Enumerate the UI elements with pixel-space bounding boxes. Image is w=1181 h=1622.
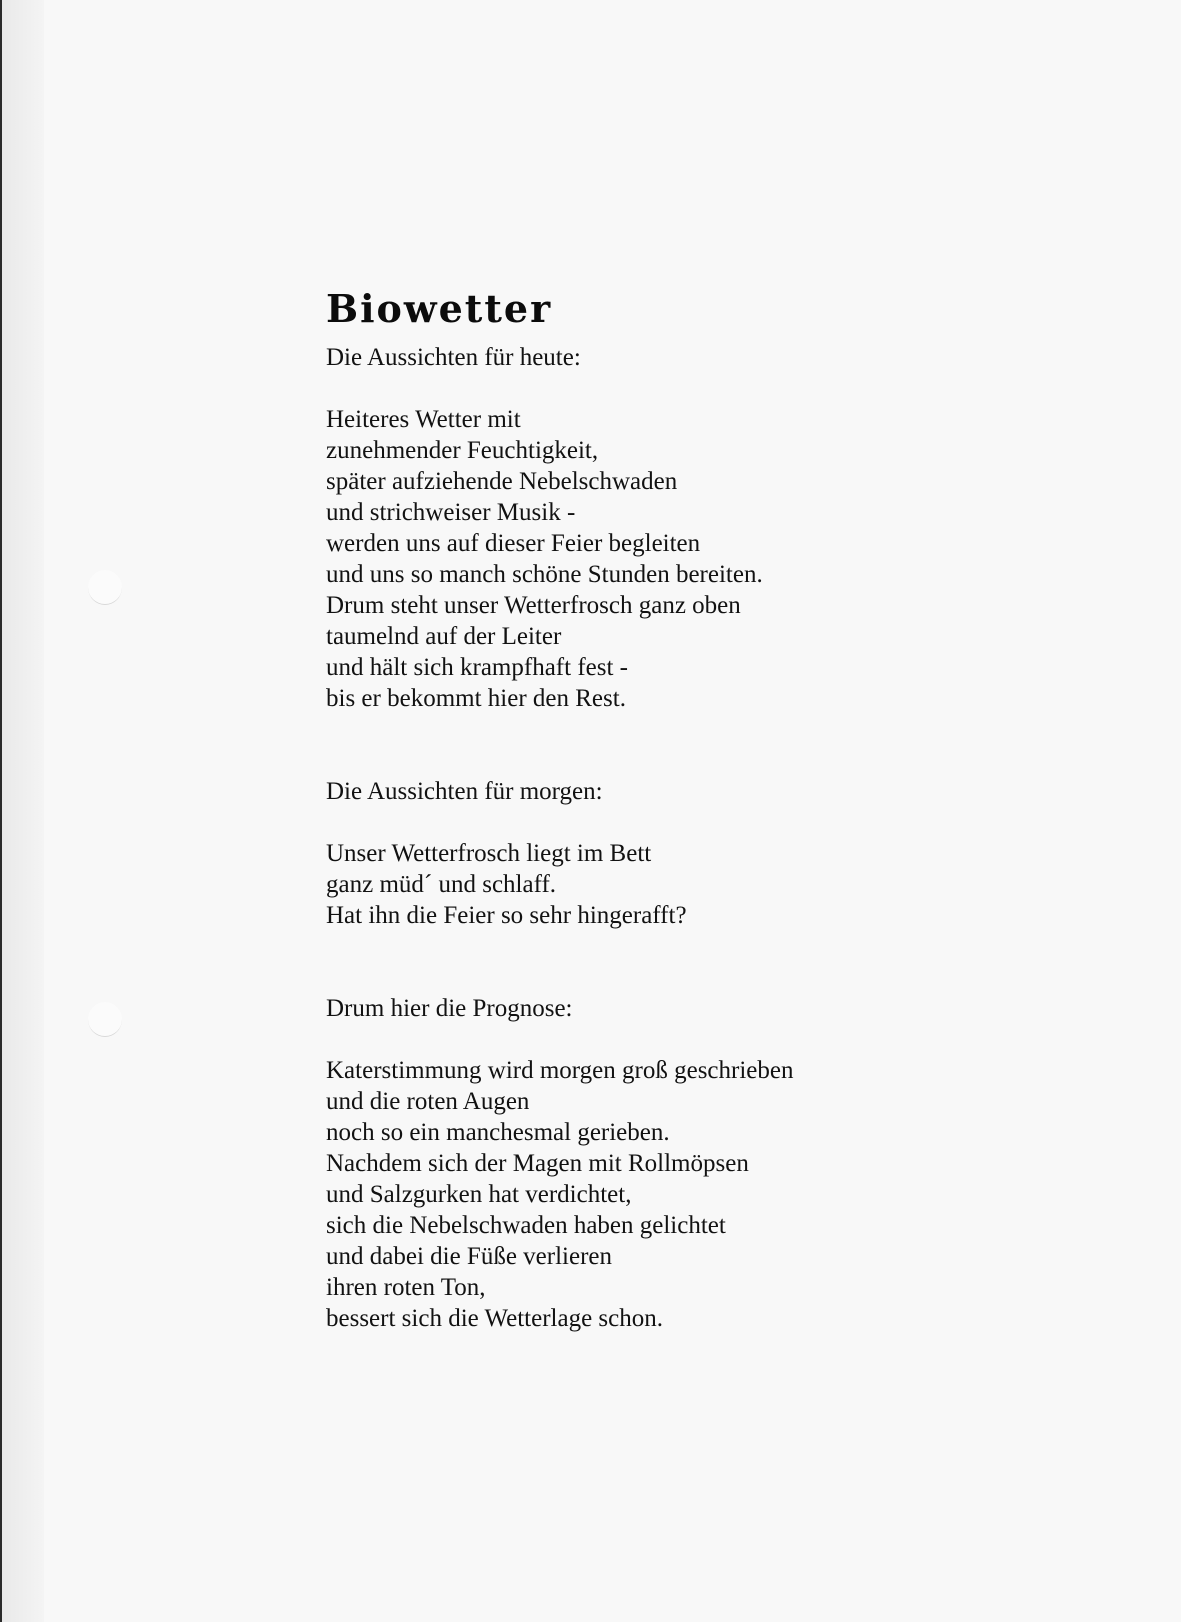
- poem-line: und die roten Augen: [326, 1088, 530, 1115]
- stanza: [326, 838, 1106, 931]
- section-heading: Die Aussichten für morgen:: [326, 778, 603, 805]
- stanza: [326, 404, 1106, 714]
- poem-line: Nachdem sich der Magen mit Rollmöpsen: [326, 1150, 749, 1177]
- poem-line: Hat ihn die Feier so sehr hingerafft?: [326, 902, 687, 929]
- poem-line: und uns so manch schöne Stunden bereiten.: [326, 561, 763, 588]
- poem-line: ganz müd´ und schlaff.: [326, 871, 557, 898]
- poem-line: sich die Nebelschwaden haben gelichtet: [326, 1212, 726, 1239]
- poem-line: werden uns auf dieser Feier begleiten: [326, 530, 701, 557]
- poem-line: taumelnd auf der Leiter: [326, 623, 562, 650]
- punch-hole-bottom: [88, 1002, 122, 1037]
- poem-line: Heiteres Wetter mit: [326, 406, 521, 433]
- section-heading: Drum hier die Prognose:: [326, 995, 573, 1022]
- poem-line: zunehmender Feuchtigkeit,: [326, 437, 599, 464]
- poem-content: [326, 284, 1106, 1334]
- section-heading: Die Aussichten für heute:: [326, 344, 581, 371]
- poem-line: noch so ein manchesmal gerieben.: [326, 1119, 670, 1146]
- poem-line: Drum steht unser Wetterfrosch ganz oben: [326, 592, 741, 619]
- punch-hole-top: [88, 570, 122, 605]
- poem-line: ihren roten Ton,: [326, 1274, 486, 1301]
- poem-line: und hält sich krampfhaft fest -: [326, 654, 628, 681]
- poem-line: und Salzgurken hat verdichtet,: [326, 1181, 632, 1208]
- poem-line: Unser Wetterfrosch liegt im Bett: [326, 840, 652, 867]
- section-tomorrow: [326, 776, 1106, 931]
- section-prognosis: [326, 993, 1106, 1334]
- poem-line: und strichweiser Musik -: [326, 499, 576, 526]
- poem-line: Katerstimmung wird morgen groß geschrieben: [326, 1057, 794, 1084]
- poem-title: Biowetter: [326, 286, 553, 331]
- poem-line: bis er bekommt hier den Rest.: [326, 685, 626, 712]
- poem-line: bessert sich die Wetterlage schon.: [326, 1305, 663, 1332]
- section-today: [326, 342, 1106, 714]
- scanner-edge: [0, 0, 44, 1622]
- poem-line: später aufziehende Nebelschwaden: [326, 468, 678, 495]
- poem-line: und dabei die Füße verlieren: [326, 1243, 613, 1270]
- stanza: [326, 1055, 1106, 1334]
